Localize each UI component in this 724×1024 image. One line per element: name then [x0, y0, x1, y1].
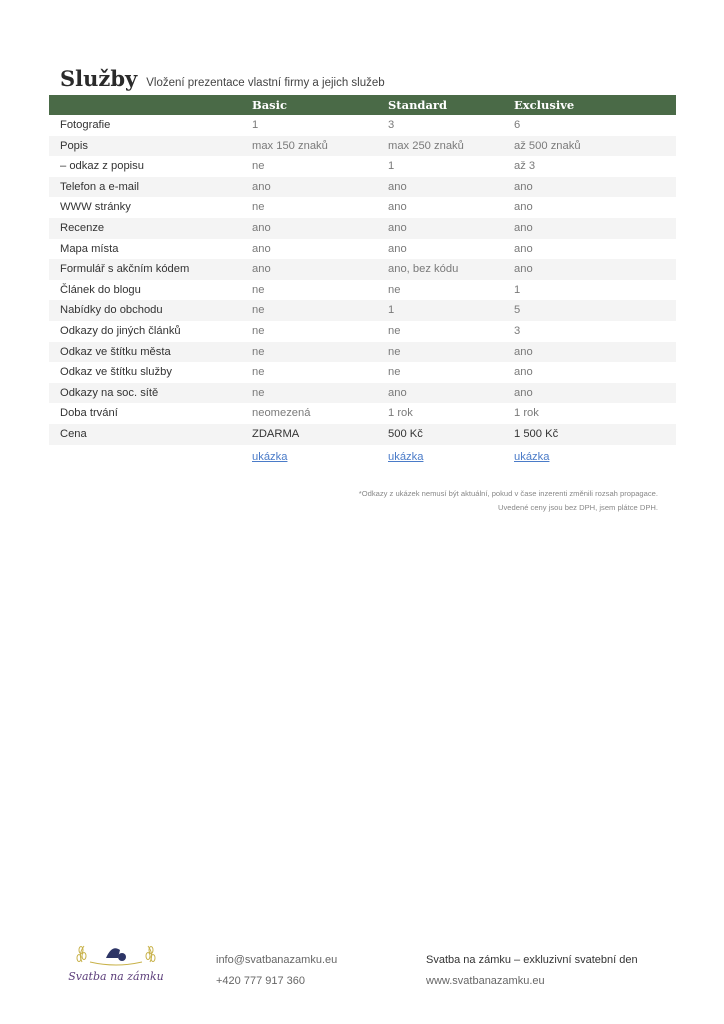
- cell-exclusive: 1 rok: [514, 407, 539, 420]
- svatba-logo: [68, 940, 164, 988]
- cell-basic: max 150 znaků: [252, 139, 328, 152]
- cell-exclusive: ano: [514, 242, 533, 255]
- row-label: WWW stránky: [60, 201, 131, 214]
- row-label: Cena: [60, 427, 87, 440]
- cell-basic: ne: [252, 366, 265, 379]
- cell-exclusive: ano: [514, 345, 533, 358]
- table-row: [49, 218, 676, 239]
- brand-website[interactable]: www.svatbanazamku.eu: [426, 975, 545, 987]
- cell-exclusive: ano: [514, 180, 533, 193]
- brand-block: [426, 950, 638, 992]
- cell-exclusive: ano: [514, 366, 533, 379]
- table-row: [49, 403, 676, 424]
- example-links-row: [49, 445, 676, 467]
- cell-standard: ne: [388, 345, 401, 358]
- row-label: Mapa místa: [60, 242, 119, 255]
- cell-exclusive: 6: [514, 119, 521, 131]
- cell-basic: ne: [252, 345, 265, 358]
- table-row: [49, 280, 676, 301]
- table-row: [49, 383, 676, 404]
- services-table: [49, 95, 676, 467]
- cell-exclusive: 1: [514, 283, 521, 296]
- table-row: [49, 239, 676, 260]
- cell-basic: ano: [252, 180, 271, 193]
- row-label: – odkaz z popisu: [60, 160, 144, 173]
- cell-standard: 1: [388, 160, 395, 173]
- cell-exclusive: 3: [514, 324, 521, 337]
- cell-basic: ne: [252, 160, 265, 173]
- price-basic: ZDARMA: [252, 427, 300, 440]
- table-row: [49, 115, 676, 136]
- cell-standard: ne: [388, 283, 401, 296]
- table-row: [49, 136, 676, 157]
- row-label: Odkaz ve štítku služby: [60, 366, 172, 379]
- cell-exclusive: ano: [514, 221, 533, 234]
- cell-standard: 1: [388, 304, 395, 317]
- cell-exclusive: ano: [514, 386, 533, 399]
- table-header: [49, 95, 676, 115]
- cell-basic: 1: [252, 119, 259, 131]
- logo-text: Svatba na zámku: [68, 970, 164, 983]
- cell-exclusive: až 3: [514, 160, 536, 173]
- page-footer: [0, 940, 724, 1000]
- contact-phone[interactable]: +420 777 917 360: [216, 975, 306, 987]
- example-link-standard[interactable]: ukázka: [388, 450, 424, 463]
- cell-standard: ano: [388, 386, 407, 399]
- cell-standard: ano: [388, 221, 407, 234]
- row-label: Telefon a e-mail: [60, 180, 139, 193]
- row-label: Nabídky do obchodu: [60, 304, 163, 317]
- cell-basic: ano: [252, 263, 271, 276]
- cell-standard: ne: [388, 366, 401, 379]
- table-row: [49, 259, 676, 280]
- row-label: Odkazy na soc. sítě: [60, 386, 159, 399]
- cell-standard: ano: [388, 201, 407, 214]
- column-header-standard: Standard: [388, 98, 448, 112]
- cell-basic: neomezená: [252, 407, 311, 420]
- table-row: [49, 177, 676, 198]
- table-body: [49, 115, 676, 445]
- page-subtitle: Vložení prezentace vlastní firmy a jejich služeb: [146, 77, 385, 89]
- cell-standard: 3: [388, 119, 395, 131]
- cell-exclusive: ano: [514, 201, 533, 214]
- row-label: Odkaz ve štítku města: [60, 345, 171, 358]
- row-label: Článek do blogu: [60, 283, 141, 296]
- example-link-basic[interactable]: ukázka: [252, 450, 288, 463]
- row-label: Doba trvání: [60, 407, 118, 420]
- cell-basic: ne: [252, 324, 265, 337]
- price-exclusive: 1 500 Kč: [514, 427, 559, 440]
- column-header-exclusive: Exclusive: [514, 98, 575, 112]
- page-heading: [60, 66, 385, 91]
- footnote-links: *Odkazy z ukázek nemusí být aktuální, pokud v čase inzerenti změnili rozsah propagace.: [358, 489, 658, 498]
- footnotes: [359, 487, 658, 515]
- cell-standard: ne: [388, 324, 401, 337]
- row-label: Fotografie: [60, 119, 111, 131]
- cell-exclusive: až 500 znaků: [514, 139, 581, 152]
- cell-exclusive: ano: [514, 263, 533, 276]
- table-row: [49, 342, 676, 363]
- column-header-basic: Basic: [252, 98, 288, 112]
- row-label: Odkazy do jiných článků: [60, 324, 181, 337]
- price-standard: 500 Kč: [388, 427, 423, 440]
- cell-standard: 1 rok: [388, 407, 413, 420]
- contact-email[interactable]: info@svatbanazamku.eu: [216, 954, 338, 966]
- cell-standard: max 250 znaků: [388, 139, 464, 152]
- table-row: [49, 321, 676, 342]
- price-row: [49, 424, 676, 445]
- table-row: [49, 197, 676, 218]
- cell-standard: ano: [388, 242, 407, 255]
- table-row: [49, 156, 676, 177]
- page-title: Služby: [60, 66, 138, 91]
- cell-basic: ne: [252, 386, 265, 399]
- footnote-vat: Uvedené ceny jsou bez DPH, jsem plátce DPH.: [498, 503, 658, 512]
- cell-standard: ano, bez kódu: [388, 263, 459, 276]
- cell-basic: ano: [252, 242, 271, 255]
- row-label: Popis: [60, 139, 88, 152]
- brand-tagline: Svatba na zámku – exkluzivní svatební den: [426, 954, 638, 966]
- table-row: [49, 300, 676, 321]
- row-label: Formulář s akčním kódem: [60, 263, 190, 276]
- cell-standard: ano: [388, 180, 407, 193]
- cell-basic: ne: [252, 283, 265, 296]
- cell-basic: ano: [252, 221, 271, 234]
- contact-block: [216, 950, 337, 992]
- example-link-exclusive[interactable]: ukázka: [514, 450, 550, 463]
- cell-exclusive: 5: [514, 304, 521, 317]
- row-label: Recenze: [60, 221, 105, 234]
- cell-basic: ne: [252, 201, 265, 214]
- cell-basic: ne: [252, 304, 265, 317]
- table-row: [49, 362, 676, 383]
